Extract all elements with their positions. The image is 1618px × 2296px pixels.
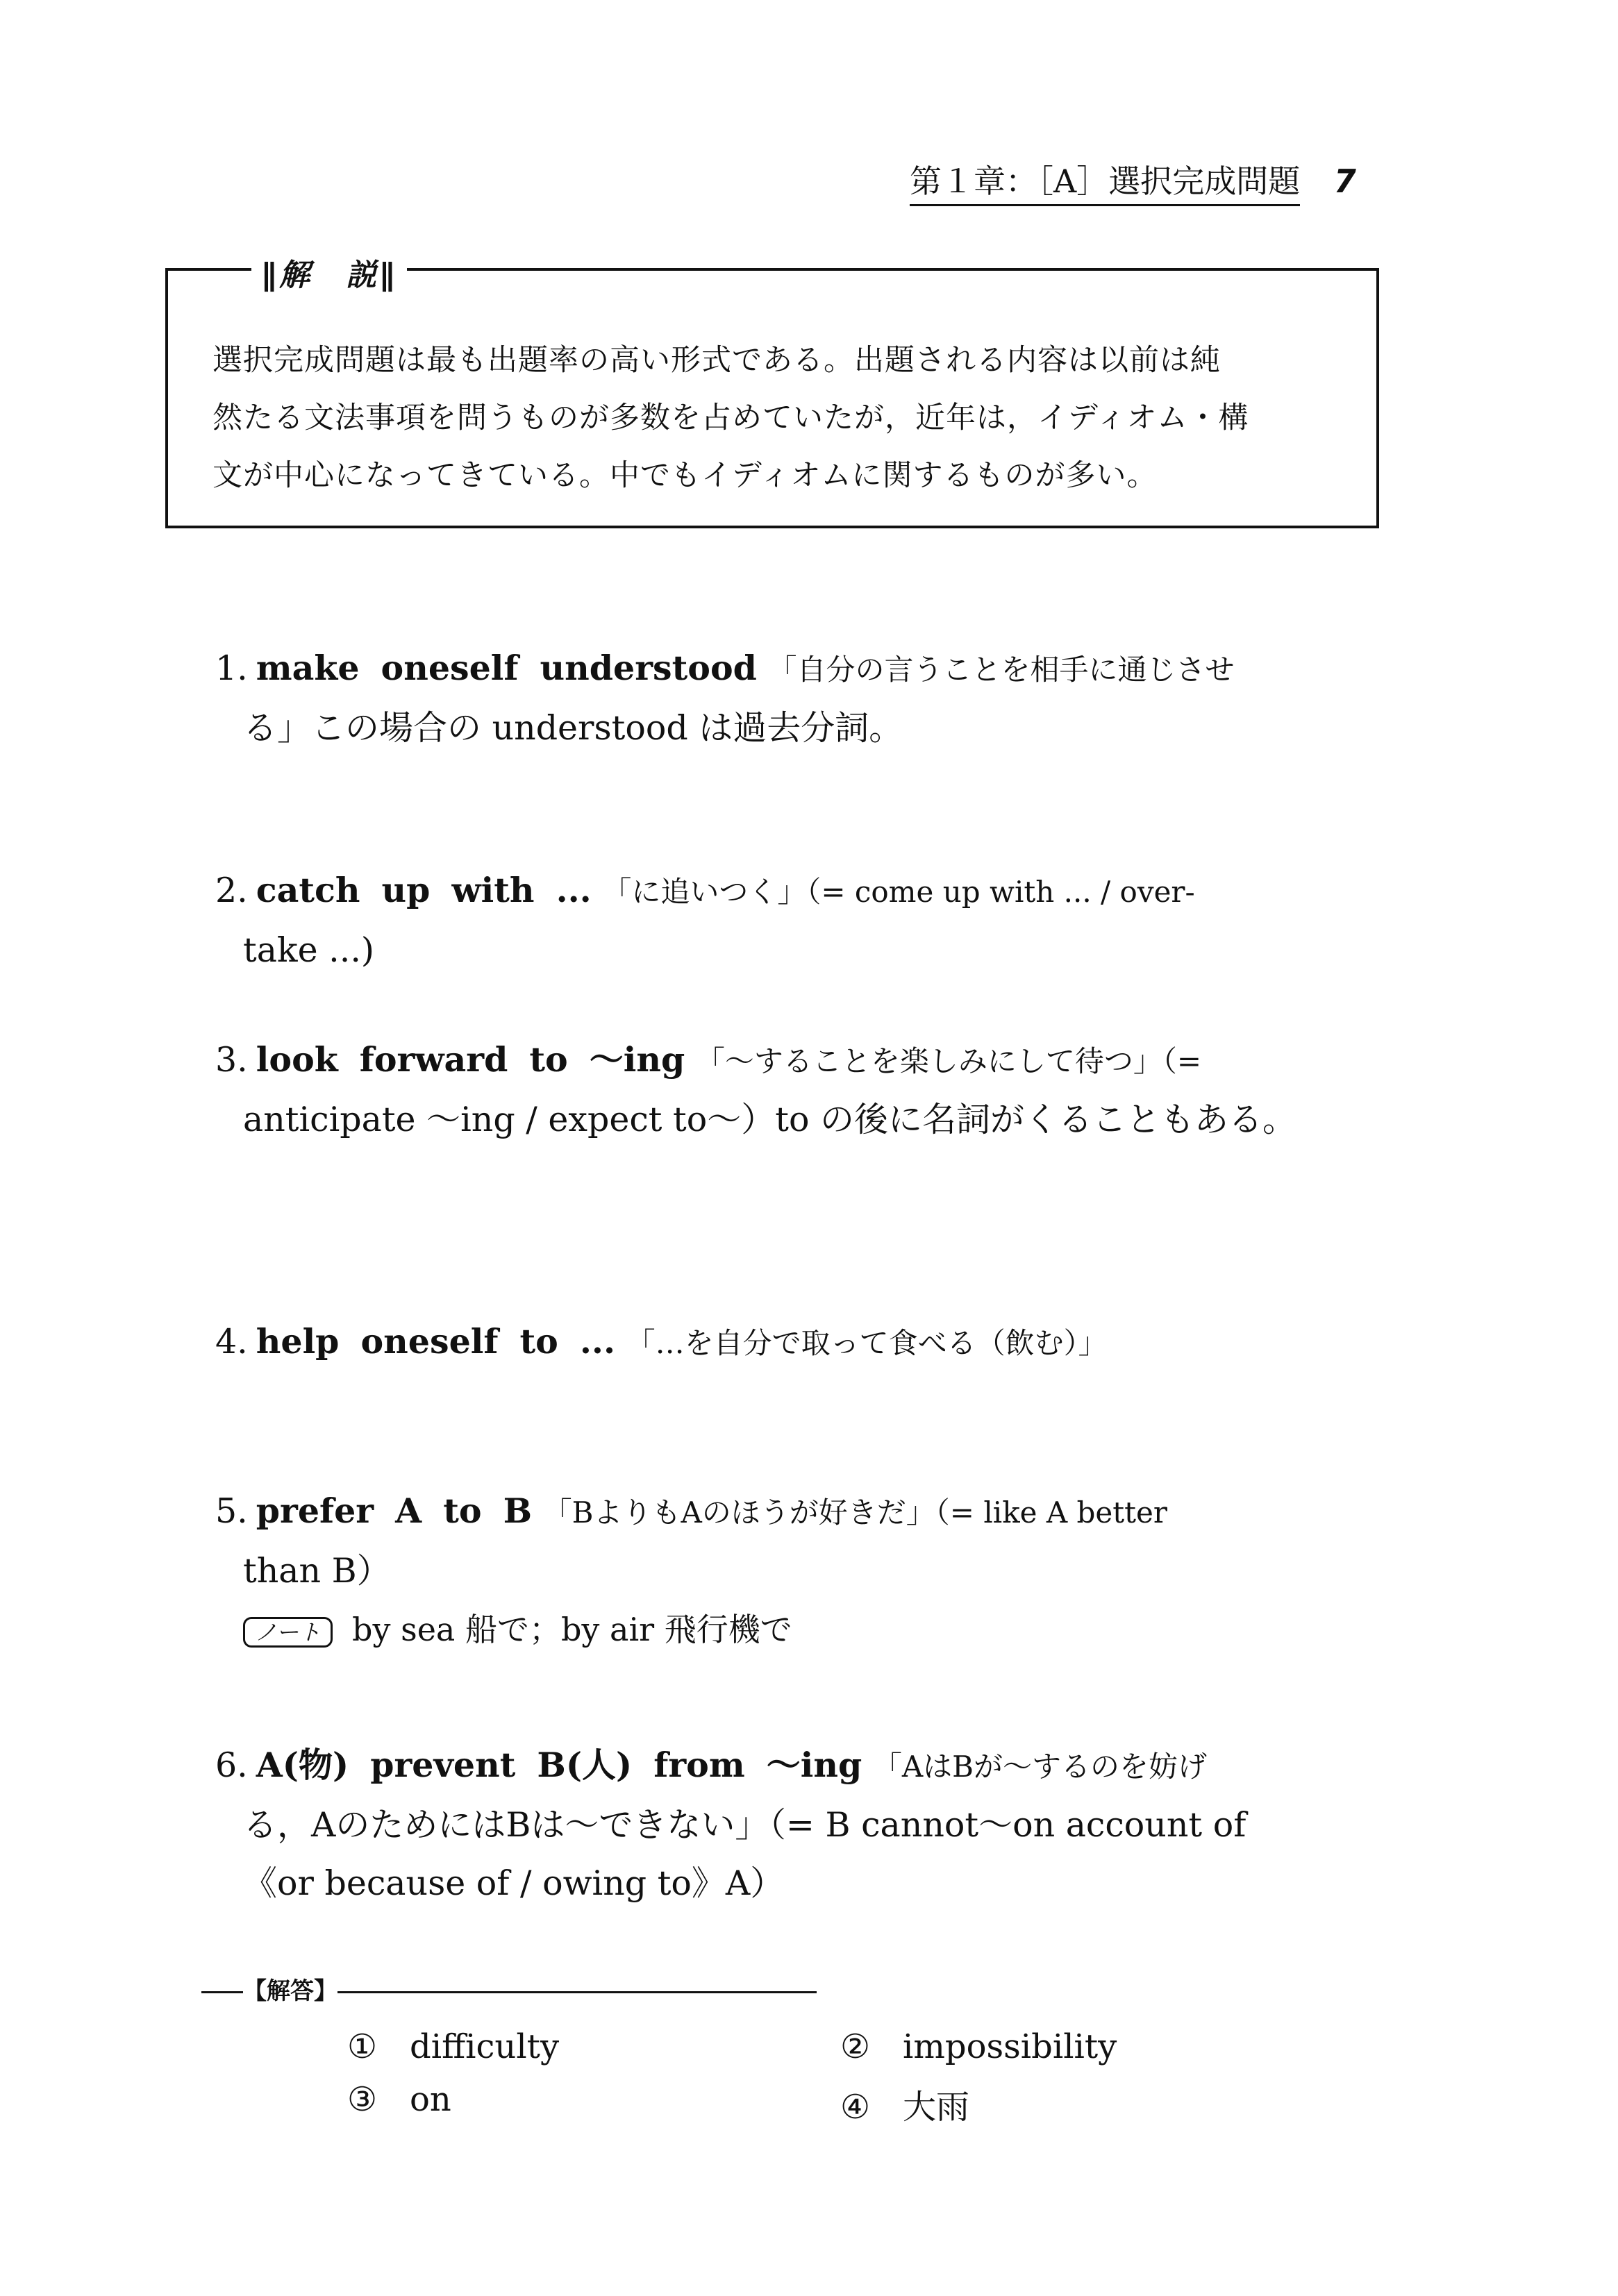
- item-meaning: 「～することを楽しみにして待つ」（=: [695, 1044, 1202, 1078]
- idiom-item-4: [215, 1312, 1389, 1373]
- answer-mark: ④: [840, 2088, 871, 2127]
- answer-mark: ③: [347, 2080, 378, 2119]
- divider: [337, 1991, 817, 1993]
- answers-heading: [201, 1972, 840, 2006]
- answers-title: 【解答】: [243, 1977, 337, 2005]
- item-continuation: る」この場合の understood は過去分詞。: [243, 708, 903, 748]
- answer-text: on: [410, 2080, 451, 2119]
- commentary-line: 然たる文法事項を問うものが多数を占めていたが，近年は，イディオム・構: [212, 401, 1249, 435]
- answer-item: [840, 2027, 1117, 2066]
- item-meaning: 「自分の言うことを相手に通じさせ: [767, 653, 1235, 687]
- commentary-box: [165, 258, 1379, 528]
- item-number: 4.: [215, 1322, 248, 1361]
- item-continuation: 《or because of / owing to》A）: [243, 1863, 785, 1903]
- commentary-line: 文が中心になってきている。中でもイディオムに関するものが多い。: [212, 458, 1158, 493]
- note-label: ノート: [243, 1617, 333, 1648]
- idiom-item-6: [215, 1736, 1389, 1913]
- item-meaning: 「…を自分で取って食べる（飲む）」: [626, 1326, 1108, 1360]
- item-continuation: than B）: [243, 1551, 391, 1591]
- idiom-item-2: [215, 861, 1389, 980]
- item-number: 5.: [215, 1491, 248, 1531]
- note-row: [215, 1600, 1389, 1659]
- answer-text: 大雨: [903, 2088, 970, 2127]
- item-number: 6.: [215, 1745, 248, 1785]
- item-term: help oneself to ...: [256, 1321, 616, 1361]
- item-meaning: 「AはBが～するのを妨げ: [872, 1750, 1208, 1784]
- item-number: 2.: [215, 871, 248, 910]
- item-term: catch up with ...: [256, 870, 592, 910]
- item-continuation: る，AのためにはBは～できない」（= B cannot～on account of: [243, 1805, 1246, 1845]
- answer-mark: ①: [347, 2027, 378, 2066]
- idiom-item-1: [215, 639, 1389, 757]
- item-term: prefer A to B: [256, 1491, 533, 1531]
- commentary-text: [212, 332, 1324, 505]
- item-number: 1.: [215, 648, 248, 688]
- item-number: 3.: [215, 1040, 248, 1080]
- item-continuation: anticipate ～ing / expect to～）to の後に名詞がくることもある。: [243, 1100, 1297, 1139]
- item-term: look forward to ～ing: [256, 1039, 685, 1080]
- answer-text: difficulty: [410, 2027, 560, 2066]
- note-text: by sea 船で；by air 飛行機で: [352, 1611, 792, 1648]
- answer-item: [347, 2027, 559, 2066]
- answer-mark: ②: [840, 2027, 871, 2066]
- chapter-title: 第１章：［A］選択完成問題: [910, 162, 1300, 206]
- answer-item: [347, 2080, 451, 2119]
- item-meaning: 「BよりもAのほうが好きだ」（= like A better: [542, 1495, 1167, 1530]
- commentary-title: ∥解 説∥: [251, 250, 407, 294]
- item-term: A(物) prevent B(人) from ～ing: [256, 1745, 862, 1785]
- item-term: make oneself understood: [256, 648, 757, 688]
- page-header: [910, 162, 1375, 200]
- page-number: 7: [1333, 162, 1356, 200]
- item-meaning: 「に追いつく」（= come up with ... / over-: [602, 875, 1195, 909]
- commentary-line: 選択完成問題は最も出題率の高い形式である。出題される内容は以前は純: [212, 343, 1221, 378]
- answer-item: [840, 2080, 969, 2128]
- divider: [201, 1991, 243, 1993]
- idiom-item-5: [215, 1482, 1389, 1659]
- answer-text: impossibility: [903, 2027, 1117, 2066]
- idiom-item-3: [215, 1030, 1389, 1149]
- item-continuation: take ...): [243, 930, 375, 970]
